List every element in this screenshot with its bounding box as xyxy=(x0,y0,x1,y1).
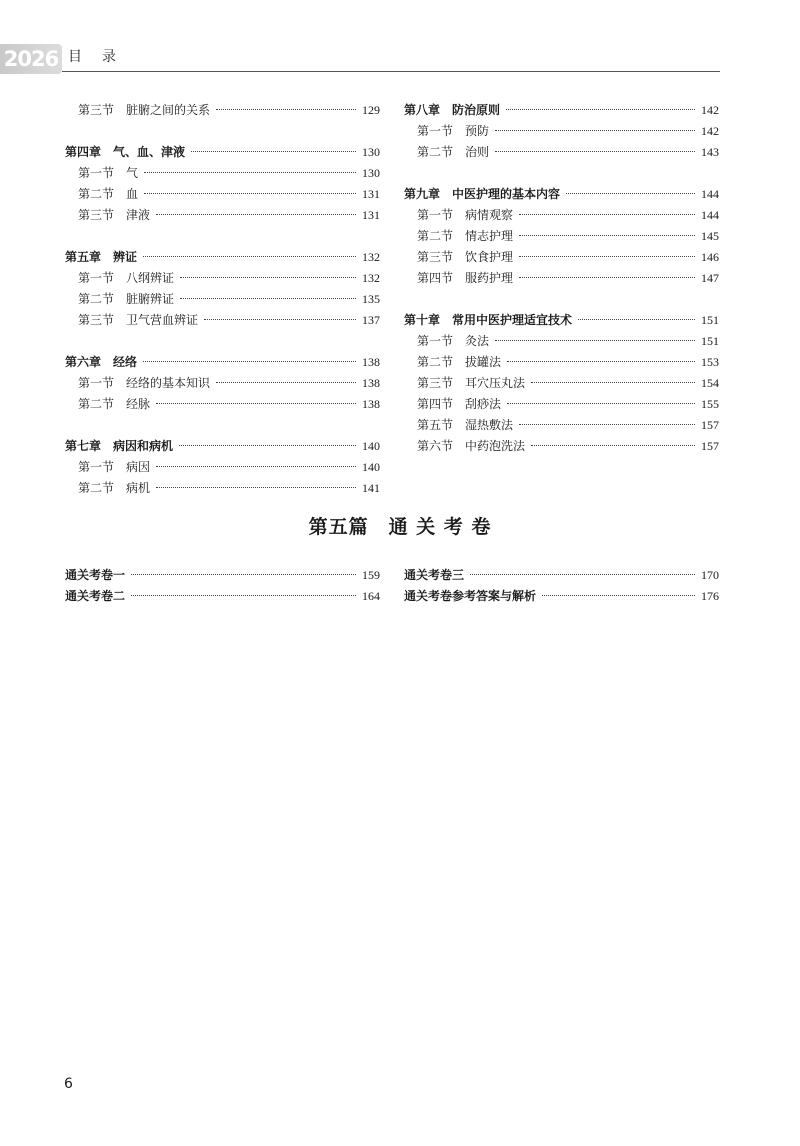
toc-entry-title: 第十章 常用中医护理适宜技术 xyxy=(404,313,573,327)
dot-leader xyxy=(531,445,695,446)
toc-entry-title: 第九章 中医护理的基本内容 xyxy=(404,187,561,201)
dot-leader xyxy=(507,361,695,362)
toc-entry-page: 153 xyxy=(701,355,719,369)
dot-leader xyxy=(519,235,695,236)
toc-entry-title: 第四章 气、血、津液 xyxy=(65,145,186,159)
toc-section-entry[interactable] xyxy=(404,247,719,268)
toc-entry-title: 通关考卷二 xyxy=(65,589,126,603)
dot-leader xyxy=(131,574,356,575)
toc-entry-title: 第三节 卫气营血辨证 xyxy=(78,313,199,327)
toc-spacer xyxy=(404,289,719,310)
toc-entry-title: 通关考卷一 xyxy=(65,568,126,582)
dot-leader xyxy=(542,595,695,596)
toc-entry-page: 131 xyxy=(362,187,380,201)
dot-leader xyxy=(156,487,356,488)
toc-entry-page: 142 xyxy=(701,124,719,138)
dot-leader xyxy=(531,382,695,383)
toc-chapter-entry[interactable] xyxy=(404,100,719,121)
toc-chapter-entry[interactable] xyxy=(65,586,380,607)
dot-leader xyxy=(519,214,695,215)
toc-entry-title: 第一节 灸法 xyxy=(417,334,490,348)
toc-entry-page: 155 xyxy=(701,397,719,411)
toc-entry-title: 第二节 病机 xyxy=(78,481,151,495)
toc-entry-title: 第一节 经络的基本知识 xyxy=(78,376,211,390)
toc-entry-page: 140 xyxy=(362,460,380,474)
toc-right-column xyxy=(404,100,719,457)
toc-entry-title: 第六节 中药泡洗法 xyxy=(417,439,526,453)
toc-entry-page: 140 xyxy=(362,439,380,453)
dot-leader xyxy=(144,172,356,173)
toc-entry-page: 157 xyxy=(701,418,719,432)
toc-entry-page: 141 xyxy=(362,481,380,495)
toc-entry-page: 144 xyxy=(701,187,719,201)
toc-entry-title: 第一节 预防 xyxy=(417,124,490,138)
toc-entry-page: 146 xyxy=(701,250,719,264)
toc-section-entry[interactable] xyxy=(404,142,719,163)
dot-leader xyxy=(156,466,356,467)
toc-entry-page: 154 xyxy=(701,376,719,390)
toc-entry-page: 138 xyxy=(362,355,380,369)
toc-entry-page: 138 xyxy=(362,397,380,411)
dot-leader xyxy=(506,109,695,110)
dot-leader xyxy=(144,193,356,194)
toc-entry-page: 142 xyxy=(701,103,719,117)
toc-section-entry[interactable] xyxy=(404,373,719,394)
toc-spacer xyxy=(65,121,380,142)
toc-entry-title: 第二节 脏腑辨证 xyxy=(78,292,175,306)
toc-section-entry[interactable] xyxy=(404,436,719,457)
toc-entry-title: 第四节 刮痧法 xyxy=(417,397,502,411)
toc-entry-title: 第三节 饮食护理 xyxy=(417,250,514,264)
toc-entry-title: 第三节 脏腑之间的关系 xyxy=(78,103,211,117)
toc-entry-title: 第五章 辨证 xyxy=(65,250,138,264)
page-number: 6 xyxy=(64,1076,73,1092)
toc-chapter-entry[interactable] xyxy=(65,565,380,586)
dot-leader xyxy=(143,256,356,257)
dot-leader xyxy=(216,109,356,110)
toc-entry-page: 151 xyxy=(701,313,719,327)
toc-chapter-entry[interactable] xyxy=(404,184,719,205)
dot-leader xyxy=(179,445,356,446)
dot-leader xyxy=(495,130,695,131)
toc-entry-title: 第二节 情志护理 xyxy=(417,229,514,243)
toc-entry-title: 第二节 经脉 xyxy=(78,397,151,411)
toc-chapter-entry[interactable] xyxy=(65,142,380,163)
toc-section-entry[interactable] xyxy=(65,268,380,289)
edition-year-badge: 2026 xyxy=(0,44,62,74)
toc-entry-page: 170 xyxy=(701,568,719,582)
toc-section-entry[interactable] xyxy=(65,394,380,415)
toc-section-entry[interactable] xyxy=(65,205,380,226)
toc-entry-page: 176 xyxy=(701,589,719,603)
toc-entry-title: 第一节 八纲辨证 xyxy=(78,271,175,285)
toc-chapter-entry[interactable] xyxy=(404,565,719,586)
toc-entry-title: 第三节 耳穴压丸法 xyxy=(417,376,526,390)
dot-leader xyxy=(131,595,356,596)
toc-chapter-entry[interactable] xyxy=(65,247,380,268)
toc-chapter-entry[interactable] xyxy=(65,436,380,457)
toc-section-entry[interactable] xyxy=(65,163,380,184)
toc-entry-title: 第四节 服药护理 xyxy=(417,271,514,285)
toc-spacer xyxy=(65,331,380,352)
part-title: 第五篇 通 关 考 卷 xyxy=(308,516,492,538)
toc-entry-page: 131 xyxy=(362,208,380,222)
dot-leader xyxy=(191,151,356,152)
toc-entry-title: 通关考卷三 xyxy=(404,568,465,582)
toc-section-entry[interactable] xyxy=(65,100,380,121)
dot-leader xyxy=(180,277,356,278)
toc-section-entry[interactable] xyxy=(65,184,380,205)
toc-section-entry[interactable] xyxy=(65,373,380,394)
toc-chapter-entry[interactable] xyxy=(404,586,719,607)
toc-entry-title: 第二节 血 xyxy=(78,187,139,201)
toc-section-entry[interactable] xyxy=(65,310,380,331)
dot-leader xyxy=(578,319,695,320)
dot-leader xyxy=(470,574,695,575)
toc-entry-page: 147 xyxy=(701,271,719,285)
toc-entry-title: 第一节 病情观察 xyxy=(417,208,514,222)
toc-spacer xyxy=(65,415,380,436)
toc-entry-page: 129 xyxy=(362,103,380,117)
toc-section-entry[interactable] xyxy=(404,205,719,226)
exam-right-column xyxy=(404,565,719,607)
toc-entry-page: 137 xyxy=(362,313,380,327)
toc-entry-page: 138 xyxy=(362,376,380,390)
dot-leader xyxy=(156,214,356,215)
dot-leader xyxy=(495,340,695,341)
dot-leader xyxy=(519,424,695,425)
toc-chapter-entry[interactable] xyxy=(65,352,380,373)
toc-section-entry[interactable] xyxy=(65,289,380,310)
exam-left-column xyxy=(65,565,380,607)
toc-entry-page: 130 xyxy=(362,145,380,159)
toc-chapter-entry[interactable] xyxy=(404,310,719,331)
toc-entry-page: 157 xyxy=(701,439,719,453)
toc-section-entry[interactable] xyxy=(404,121,719,142)
toc-entry-page: 132 xyxy=(362,271,380,285)
toc-section-entry[interactable] xyxy=(404,394,719,415)
toc-entry-page: 130 xyxy=(362,166,380,180)
toc-entry-page: 144 xyxy=(701,208,719,222)
header-title: 目录 xyxy=(68,49,136,65)
toc-section-entry[interactable] xyxy=(404,268,719,289)
dot-leader xyxy=(519,277,695,278)
dot-leader xyxy=(216,382,356,383)
toc-entry-title: 第五节 湿热敷法 xyxy=(417,418,514,432)
toc-section-entry[interactable] xyxy=(65,478,380,499)
toc-section-entry[interactable] xyxy=(404,331,719,352)
toc-entry-title: 第二节 治则 xyxy=(417,145,490,159)
toc-entry-page: 151 xyxy=(701,334,719,348)
toc-section-entry[interactable] xyxy=(65,457,380,478)
toc-entry-page: 132 xyxy=(362,250,380,264)
toc-spacer xyxy=(65,226,380,247)
toc-entry-page: 159 xyxy=(362,568,380,582)
toc-entry-title: 通关考卷参考答案与解析 xyxy=(404,589,537,603)
toc-entry-title: 第二节 拔罐法 xyxy=(417,355,502,369)
toc-entry-page: 145 xyxy=(701,229,719,243)
dot-leader xyxy=(156,403,356,404)
dot-leader xyxy=(204,319,356,320)
toc-entry-title: 第一节 气 xyxy=(78,166,139,180)
toc-entry-title: 第七章 病因和病机 xyxy=(65,439,174,453)
toc-entry-title: 第三节 津液 xyxy=(78,208,151,222)
dot-leader xyxy=(143,361,356,362)
toc-left-column xyxy=(65,100,380,499)
toc-spacer xyxy=(404,163,719,184)
dot-leader xyxy=(507,403,695,404)
dot-leader xyxy=(180,298,356,299)
toc-section-entry[interactable] xyxy=(404,226,719,247)
toc-entry-page: 135 xyxy=(362,292,380,306)
dot-leader xyxy=(495,151,695,152)
dot-leader xyxy=(519,256,695,257)
toc-section-entry[interactable] xyxy=(404,352,719,373)
header-rule xyxy=(62,71,720,72)
toc-entry-page: 164 xyxy=(362,589,380,603)
dot-leader xyxy=(566,193,695,194)
toc-section-entry[interactable] xyxy=(404,415,719,436)
toc-entry-title: 第一节 病因 xyxy=(78,460,151,474)
toc-entry-title: 第八章 防治原则 xyxy=(404,103,501,117)
toc-entry-page: 143 xyxy=(701,145,719,159)
toc-entry-title: 第六章 经络 xyxy=(65,355,138,369)
